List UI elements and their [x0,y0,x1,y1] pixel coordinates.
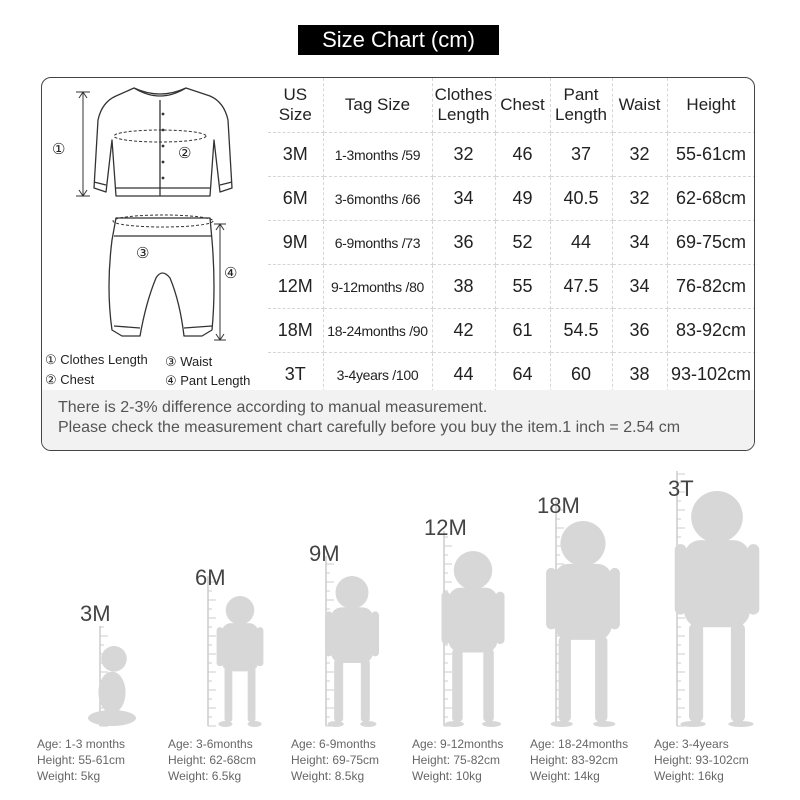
kid-age: Age: 9-12months [412,737,504,751]
kid-info-block [530,736,628,784]
child-leg [334,659,343,722]
child-head [101,646,127,672]
marker-pant-length: ④ [224,265,238,282]
table-row [268,265,755,309]
garment-illustration [42,78,268,390]
cell-tag-size: 3-6months /66 [323,177,432,221]
kid-info-block [291,736,379,784]
cell-chest: 61 [495,309,550,353]
cell-pant-length: 37 [550,133,612,177]
cell-clothes-length: 36 [432,221,495,265]
kid-height: Height: 62-68cm [168,753,257,767]
child-foot [360,721,376,727]
kid-height: Height: 93-102cm [654,753,749,767]
kid-height: Height: 55-61cm [37,753,126,767]
pant-length-arrow [214,224,226,340]
child-head [560,521,605,566]
child-foot [445,721,464,727]
table-row [268,133,755,177]
child-foot [218,721,232,727]
kid-age: Age: 3-6months [168,737,253,751]
cell-pant-length: 44 [550,221,612,265]
cell-us-size: 9M [268,221,323,265]
child-torso [554,564,611,640]
cell-pant-length: 40.5 [550,177,612,221]
table-header-row [268,78,755,133]
kid-weight: Weight: 6.5kg [168,769,242,783]
kid-size-label: 9M [309,541,340,566]
child-arm [257,627,264,666]
header-clothes-length: Clothes Length [432,78,495,133]
child-torso [222,623,258,671]
header-us-size: US Size [268,78,323,133]
child-arm [610,568,620,630]
cell-us-size: 3M [268,133,323,177]
measurement-note: There is 2-3% difference according to manual measurement. [58,399,488,416]
cell-chest: 55 [495,265,550,309]
child-foot [680,721,705,727]
cell-waist: 34 [612,221,667,265]
header-waist: Waist [612,78,667,133]
cell-height: 76-82cm [667,265,755,309]
cell-tag-size: 9-12months /80 [323,265,432,309]
size-chart-title: Size Chart (cm) [298,25,499,55]
cell-waist: 34 [612,265,667,309]
header-height: Height [667,78,755,133]
table-row [268,309,755,353]
child-leg [595,636,607,722]
child-arm [442,592,451,645]
child-legs [88,710,136,726]
cell-waist: 38 [612,353,667,397]
child-head [691,491,743,543]
kid-age: Age: 6-9months [291,737,376,751]
legend-chest: ② Chest [45,372,95,387]
child-arm [496,592,505,645]
child-arm [325,611,333,656]
kid-weight: Weight: 16kg [654,769,724,783]
child-leg [361,659,370,722]
cell-pant-length: 47.5 [550,265,612,309]
cell-pant-length: 60 [550,353,612,397]
child-leg [452,649,463,723]
cell-us-size: 3T [268,353,323,397]
marker-waist: ③ [136,245,150,262]
child-body [98,672,125,714]
kid-weight: Weight: 8.5kg [291,769,365,783]
child-leg [559,636,571,722]
kid-height: Height: 69-75cm [291,753,380,767]
kid-info-block [654,736,749,784]
kid-age: Age: 3-4years [654,737,729,751]
cell-tag-size: 1-3months /59 [323,133,432,177]
legend-clothes-length: ① Clothes Length [45,352,148,367]
cell-tag-size: 18-24months /90 [323,309,432,353]
legend-waist: ③ Waist [165,354,213,369]
pants-drawing [109,218,214,336]
kid-info-block [412,736,503,784]
child-head [454,551,493,590]
cell-height: 83-92cm [667,309,755,353]
kid-height: Height: 75-82cm [412,753,501,767]
child-foot [728,721,753,727]
kid-info-block [37,736,125,784]
cell-clothes-length: 38 [432,265,495,309]
kid-size-label: 3M [80,601,111,626]
clothes-length-arrow [76,92,90,196]
cell-chest: 46 [495,133,550,177]
cell-chest: 49 [495,177,550,221]
child-arm [675,544,687,615]
kid-height: Height: 83-92cm [530,753,619,767]
cardigan-drawing [94,88,232,196]
cell-height: 55-61cm [667,133,755,177]
cell-chest: 52 [495,221,550,265]
kid-size-label: 3T [668,476,694,501]
cell-clothes-length: 34 [432,177,495,221]
cell-clothes-length: 42 [432,309,495,353]
child-arm [372,611,380,656]
child-leg [225,667,233,722]
kid-weight: Weight: 10kg [412,769,482,783]
child-torso [331,607,373,663]
kid-age: Age: 18-24months [530,737,629,751]
child-foot [328,721,344,727]
cell-height: 69-75cm [667,221,755,265]
cell-clothes-length: 32 [432,133,495,177]
child-foot [551,721,573,727]
measurement-note-box [42,390,754,450]
size-chart-panel [41,77,755,451]
cell-us-size: 18M [268,309,323,353]
child-foot [593,721,615,727]
header-tag-size: Tag Size [323,78,432,133]
cell-tag-size: 3-4years /100 [323,353,432,397]
measurement-note: Please check the measurement chart carefully before you buy the item.1 inch = 2.54 cm [58,419,681,436]
legend-pant-length: ④ Pant Length [165,373,251,388]
child-foot [248,721,262,727]
cell-waist: 32 [612,133,667,177]
kid-weight: Weight: 5kg [37,769,101,783]
cell-us-size: 12M [268,265,323,309]
kid-size-label: 6M [195,565,226,590]
child-arm [217,627,224,666]
size-table [268,78,755,397]
table-row [268,177,755,221]
child-head [336,576,369,609]
cell-height: 93-102cm [667,353,755,397]
child-torso [449,588,498,653]
kid-age: Age: 1-3 months [37,737,126,751]
cell-waist: 36 [612,309,667,353]
child-torso [684,540,750,627]
cell-clothes-length: 44 [432,353,495,397]
cell-us-size: 6M [268,177,323,221]
child-leg [248,667,256,722]
kid-size-label: 12M [424,515,467,540]
cell-height: 62-68cm [667,177,755,221]
child-foot [482,721,501,727]
child-leg [731,623,745,722]
child-leg [483,649,494,723]
kid-weight: Weight: 14kg [530,769,600,783]
child-arm [748,544,760,615]
marker-chest: ② [178,145,192,162]
kid-size-label: 18M [537,493,580,518]
child-arm [546,568,556,630]
kid-info-block [168,736,256,784]
cell-tag-size: 6-9months /73 [323,221,432,265]
cell-waist: 32 [612,177,667,221]
child-head [226,596,255,625]
header-chest: Chest [495,78,550,133]
child-leg [689,623,703,722]
marker-clothes-length: ① [52,141,66,158]
cell-chest: 64 [495,353,550,397]
header-pant-length: Pant Length [550,78,612,133]
table-row [268,221,755,265]
cell-pant-length: 54.5 [550,309,612,353]
